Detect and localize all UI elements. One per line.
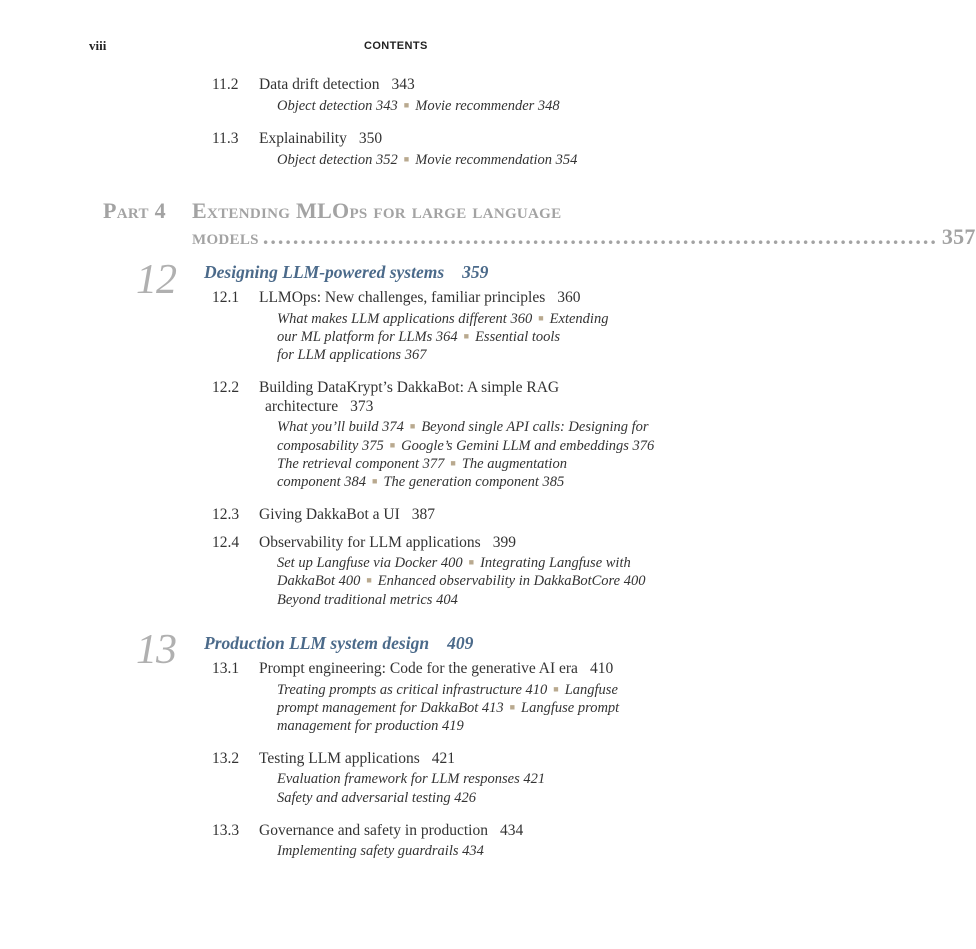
chapter-number: 12 [136,257,176,303]
part-label: Part 4 [103,198,166,223]
separator-icon: ■ [468,557,475,567]
part-page: 357 [941,224,976,249]
section-entry[interactable]: Observability for LLM applications 399 [259,534,516,551]
section-number: 12.2 [212,379,240,396]
subsection-line: The retrieval component 377 ■ The augmentation [277,456,567,472]
separator-icon: ■ [389,440,396,450]
section-entry[interactable] [259,76,415,94]
subsection-line: composability 375 ■ Google’s Gemini LLM and embeddings 376 [277,438,655,454]
subsection-line: prompt management for DakkaBot 413 ■ Langfuse prompt [277,700,620,716]
chapter-number: 13 [136,627,176,673]
section-entry-cont[interactable]: architecture 373 [265,398,374,415]
page-ref: 410 [589,660,614,677]
chapter-page: 359 [462,262,489,282]
separator-icon: ■ [366,575,372,585]
section-entry[interactable]: Governance and safety in production 434 [259,822,524,839]
page-ref: 373 [350,398,374,415]
subsection-line: component 384 ■ The generation component 385 [277,474,565,490]
section-number: 13.1 [212,660,240,677]
section-number: 11.3 [212,130,239,147]
chapter-title[interactable]: Designing LLM-powered systems 359 [204,262,489,282]
subsection-line: Beyond traditional metrics 404 [277,592,458,608]
page-ref: 421 [431,750,456,767]
section-number: 12.1 [212,289,240,306]
page-ref: 360 [557,289,581,306]
separator-icon: ■ [403,100,410,110]
subsection-line: Evaluation framework for LLM responses 421 [277,771,546,787]
page-ref: 434 [499,822,524,839]
separator-icon: ■ [553,684,559,694]
section-number: 12.4 [212,534,240,551]
section-number: 12.3 [212,506,240,523]
page-ref: 387 [411,506,436,523]
page-number: viii [89,38,107,53]
subsection-line: Object detection 352 ■ Movie recommendation 354 [277,152,578,168]
subsection-line: Object detection 343 ■ Movie recommender 348 [277,98,560,114]
chapter-title[interactable]: Production LLM system design 409 [204,633,474,653]
subsection-line: our ML platform for LLMs 364 ■ Essential tools [277,329,561,345]
part-title-line2[interactable]: models .......................................................................................... 357 [192,224,976,249]
page-ref: 399 [492,534,516,551]
subsection-line: What you’ll build 374 ■ Beyond single API calls: Designing for [277,419,649,435]
section-entry[interactable]: Testing LLM applications 421 [259,750,456,767]
section-title: Explainability [259,130,347,147]
subsection-line: Safety and adversarial testing 426 [277,790,476,806]
separator-icon: ■ [372,476,378,486]
chapter-page: 409 [447,633,474,653]
section-number: 13.2 [212,750,240,767]
subsection-line: DakkaBot 400 ■ Enhanced observability in DakkaBotCore 400 [277,573,646,589]
page-ref: 343 [391,76,415,93]
leader-dots: .......................................................................................... [262,224,938,249]
subsection-line: Treating prompts as critical infrastructure 410 ■ Langfuse [277,682,618,698]
subsection-line: Set up Langfuse via Docker 400 ■ Integrating Langfuse with [277,555,631,571]
section-entry[interactable]: LLMOps: New challenges, familiar principles 360 [259,289,581,306]
page-ref: 350 [358,130,383,147]
subsection-line: What makes LLM applications different 360 ■ Extending [277,311,609,327]
section-entry[interactable] [259,130,382,148]
separator-icon: ■ [403,154,410,164]
separator-icon: ■ [463,331,470,341]
section-entry[interactable]: Building DataKrypt’s DakkaBot: A simple RAG [259,379,560,396]
section-title: Data drift detection [259,76,380,93]
section-entry[interactable]: Prompt engineering: Code for the generative AI era 410 [259,660,614,677]
subsection-line: for LLM applications 367 [277,347,427,363]
subsection-line: Implementing safety guardrails 434 [277,843,484,859]
separator-icon: ■ [409,421,416,431]
part-title-line1[interactable]: Extending MLOps for large language [192,198,562,223]
subsection-line: management for production 419 [277,718,464,734]
separator-icon: ■ [538,313,544,323]
separator-icon: ■ [509,702,516,712]
section-number: 13.3 [212,822,240,839]
section-number: 11.2 [212,76,239,93]
separator-icon: ■ [450,458,456,468]
section-entry[interactable]: Giving DakkaBot a UI 387 [259,506,436,523]
running-title: CONTENTS [364,40,428,52]
